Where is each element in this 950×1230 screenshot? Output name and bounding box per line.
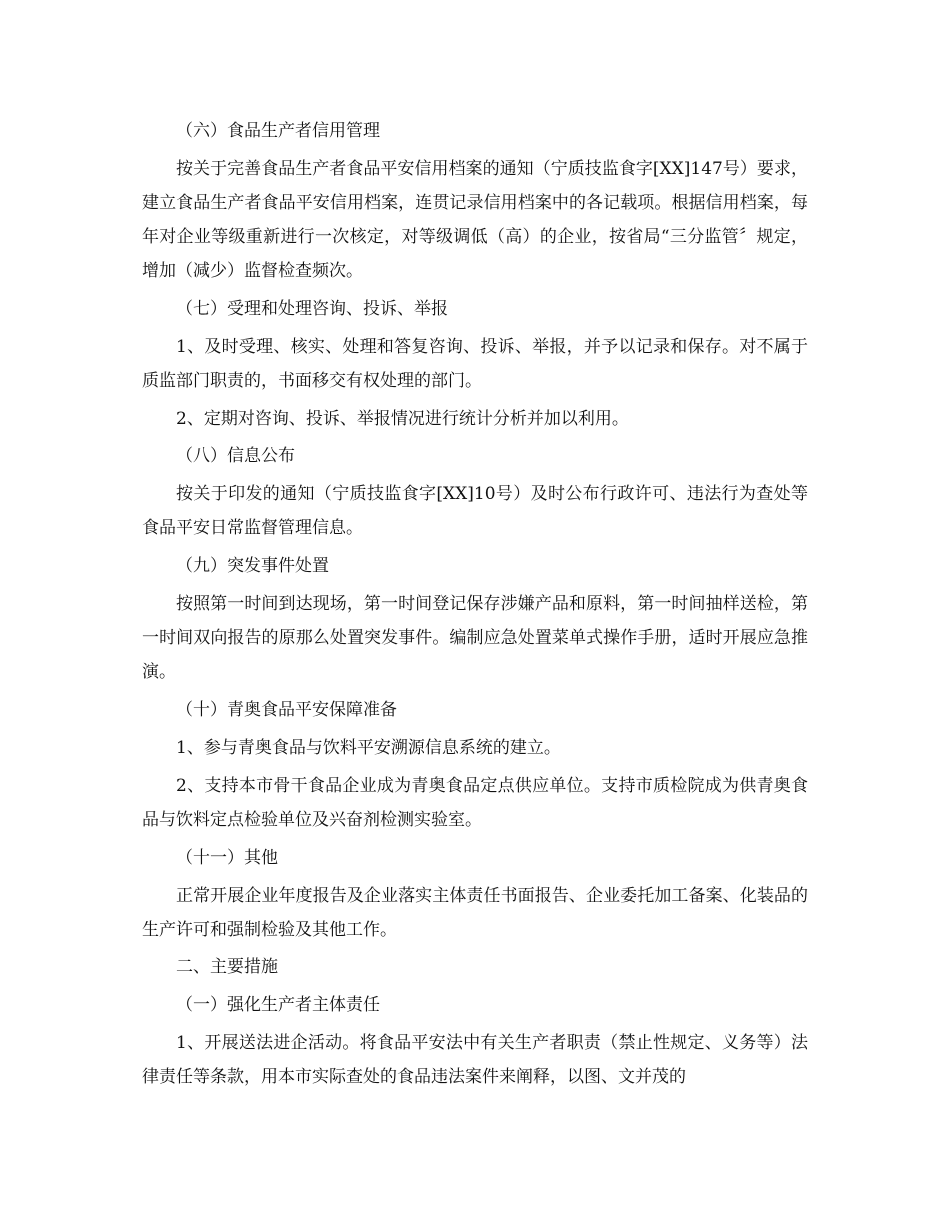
paragraph-complaints-1: 1、及时受理、核实、处理和答复咨询、投诉、举报，并予以记录和保存。对不属于质监部门职责的，书面移交有权处理的部门。 (142, 336, 808, 391)
document-body (142, 114, 808, 1098)
section-heading-other: （十一）其他 (176, 847, 278, 868)
paragraph-complaints-2: 2、定期对咨询、投诉、举报情况进行统计分析并加以利用。 (176, 408, 629, 429)
section-heading-complaints: （七）受理和处理咨询、投诉、举报 (176, 298, 448, 319)
paragraph-youth-olympics-1: 1、参与青奥食品与饮料平安溯源信息系统的建立。 (176, 737, 561, 758)
paragraph-youth-olympics-2: 2、支持本市骨干食品企业成为青奥食品定点供应单位。支持市质检院成为供青奥食品与饮料定点检验单位及兴奋剂检测实验室。 (142, 775, 808, 830)
paragraph-emergency: 按照第一时间到达现场，第一时间登记保存涉嫌产品和原料，第一时间抽样送检，第一时间双向报告的原那么处置突发事件。编制应急处置菜单式操作手册，适时开展应急推演。 (142, 594, 808, 683)
section-heading-main-measures: 二、主要措施 (176, 957, 278, 978)
paragraph-law-outreach: 1、开展送法进企活动。将食品平安法中有关生产者职责（禁止性规定、义务等）法律责任等条款，用本市实际查处的食品违法案件来阐释，以图、文并茂的 (142, 1033, 808, 1088)
section-heading-youth-olympics: （十）青奥食品平安保障准备 (176, 700, 397, 721)
section-heading-information-release: （八）信息公布 (176, 446, 295, 467)
paragraph-other: 正常开展企业年度报告及企业落实主体责任书面报告、企业委托加工备案、化装品的生产许可和强制检验及其他工作。 (142, 885, 808, 940)
section-heading-producer-responsibility: （一）强化生产者主体责任 (176, 995, 380, 1016)
paragraph-information-release: 按关于印发的通知（宁质技监食字[XX]10号）及时公布行政许可、违法行为查处等食品平安日常监督管理信息。 (142, 484, 808, 539)
section-heading-credit-management: （六）食品生产者信用管理 (176, 121, 380, 141)
section-heading-emergency: （九）突发事件处置 (176, 556, 329, 577)
paragraph-credit-archive: 按关于完善食品生产者食品平安信用档案的通知（宁质技监食字[XX]147号）要求，建立食品生产者食品平安信用档案，连贯记录信用档案中的各记载项。根据信用档案，每年对企业等级重新进行一次核定，对等级调低（高）的企业，按省局“三分监管〞规定，增加（减少）监督检查频次。 (142, 158, 808, 281)
